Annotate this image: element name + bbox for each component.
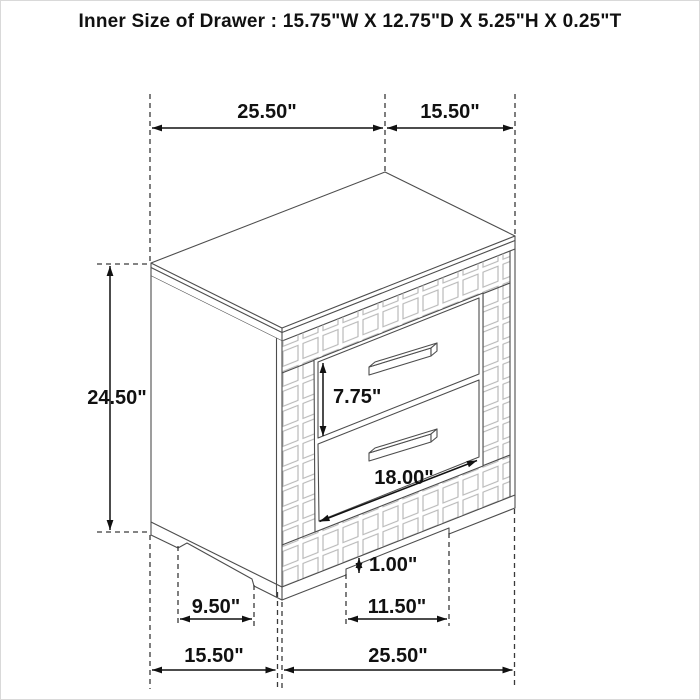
diagram-title: Inner Size of Drawer : 15.75"W X 12.75"D X 5.25"H X 0.25"T — [78, 11, 622, 32]
label-side-cutout: 9.50" — [191, 596, 241, 618]
label-drawer-width: 18.00" — [374, 467, 434, 489]
label-top-width: 25.50" — [237, 101, 297, 123]
label-front-cutout: 11.50" — [367, 596, 427, 618]
label-floor-depth: 15.50" — [184, 645, 244, 667]
label-floor-width: 25.50" — [368, 645, 428, 667]
label-top-depth: 15.50" — [420, 101, 480, 123]
label-drawer-height: 7.75" — [333, 386, 382, 408]
side-panel — [151, 276, 282, 600]
label-overall-height: 24.50" — [87, 387, 147, 409]
nightstand-dimension-drawing — [1, 1, 699, 699]
label-base-height: 1.00" — [369, 554, 418, 576]
